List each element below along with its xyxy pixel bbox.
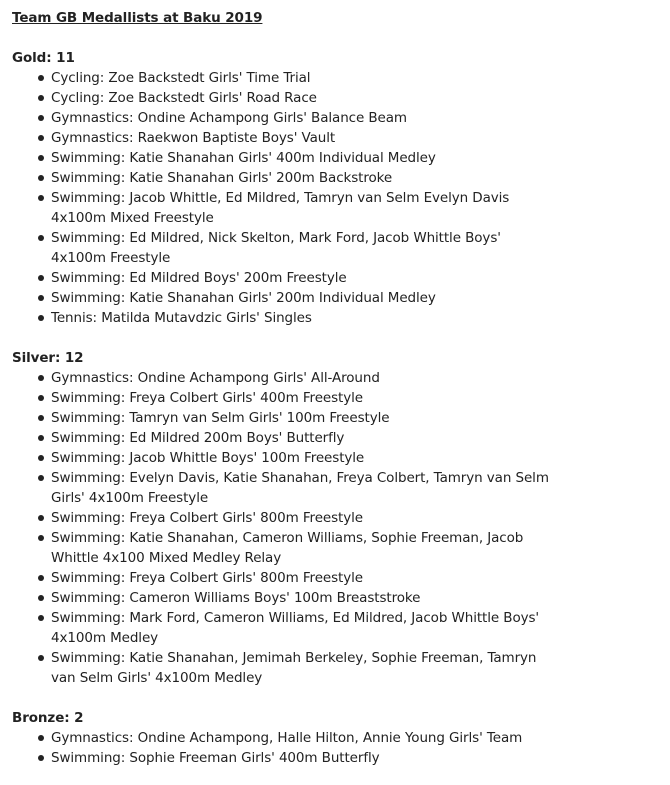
gold-heading: Gold: 11 bbox=[12, 50, 75, 66]
list-item: Swimming: Katie Shanahan, Cameron Williams, Sophie Freeman, Jacob Whittle 4x100 Mixed Medley Relay bbox=[36, 528, 556, 568]
list-item: Swimming: Ed Mildred Boys' 200m Freestyle bbox=[36, 268, 556, 288]
list-item: Swimming: Katie Shanahan Girls' 200m Backstroke bbox=[36, 168, 556, 188]
list-item: Swimming: Ed Mildred, Nick Skelton, Mark Ford, Jacob Whittle Boys' 4x100m Freestyle bbox=[36, 228, 556, 268]
page-title: Team GB Medallists at Baku 2019 bbox=[12, 10, 263, 26]
list-item: Swimming: Katie Shanahan, Jemimah Berkeley, Sophie Freeman, Tamryn van Selm Girls' 4x100m Medley bbox=[36, 648, 556, 688]
list-item: Swimming: Freya Colbert Girls' 800m Freestyle bbox=[36, 568, 556, 588]
list-item: Swimming: Katie Shanahan Girls' 200m Individual Medley bbox=[36, 288, 556, 308]
list-item: Swimming: Mark Ford, Cameron Williams, Ed Mildred, Jacob Whittle Boys' 4x100m Medley bbox=[36, 608, 556, 648]
bronze-section bbox=[12, 708, 670, 768]
gold-section bbox=[12, 48, 670, 328]
gold-list bbox=[12, 68, 670, 328]
list-item: Gymnastics: Raekwon Baptiste Boys' Vault bbox=[36, 128, 556, 148]
silver-section bbox=[12, 348, 670, 688]
list-item: Swimming: Tamryn van Selm Girls' 100m Freestyle bbox=[36, 408, 556, 428]
list-item: Swimming: Ed Mildred 200m Boys' Butterfly bbox=[36, 428, 556, 448]
list-item: Swimming: Freya Colbert Girls' 800m Freestyle bbox=[36, 508, 556, 528]
list-item: Swimming: Cameron Williams Boys' 100m Breaststroke bbox=[36, 588, 556, 608]
list-item: Swimming: Jacob Whittle Boys' 100m Freestyle bbox=[36, 448, 556, 468]
list-item: Tennis: Matilda Mutavdzic Girls' Singles bbox=[36, 308, 556, 328]
bronze-heading: Bronze: 2 bbox=[12, 710, 84, 726]
list-item: Gymnastics: Ondine Achampong, Halle Hilton, Annie Young Girls' Team bbox=[36, 728, 556, 748]
list-item: Cycling: Zoe Backstedt Girls' Road Race bbox=[36, 88, 556, 108]
silver-heading: Silver: 12 bbox=[12, 350, 84, 366]
list-item: Swimming: Evelyn Davis, Katie Shanahan, Freya Colbert, Tamryn van Selm Girls' 4x100m Freestyle bbox=[36, 468, 556, 508]
list-item: Swimming: Sophie Freeman Girls' 400m Butterfly bbox=[36, 748, 556, 768]
list-item: Gymnastics: Ondine Achampong Girls' Balance Beam bbox=[36, 108, 556, 128]
list-item: Cycling: Zoe Backstedt Girls' Time Trial bbox=[36, 68, 556, 88]
list-item: Swimming: Jacob Whittle, Ed Mildred, Tamryn van Selm Evelyn Davis 4x100m Mixed Freestyle bbox=[36, 188, 556, 228]
list-item: Swimming: Katie Shanahan Girls' 400m Individual Medley bbox=[36, 148, 556, 168]
list-item: Swimming: Freya Colbert Girls' 400m Freestyle bbox=[36, 388, 556, 408]
list-item: Gymnastics: Ondine Achampong Girls' All-Around bbox=[36, 368, 556, 388]
bronze-list bbox=[12, 728, 670, 768]
silver-list bbox=[12, 368, 670, 688]
